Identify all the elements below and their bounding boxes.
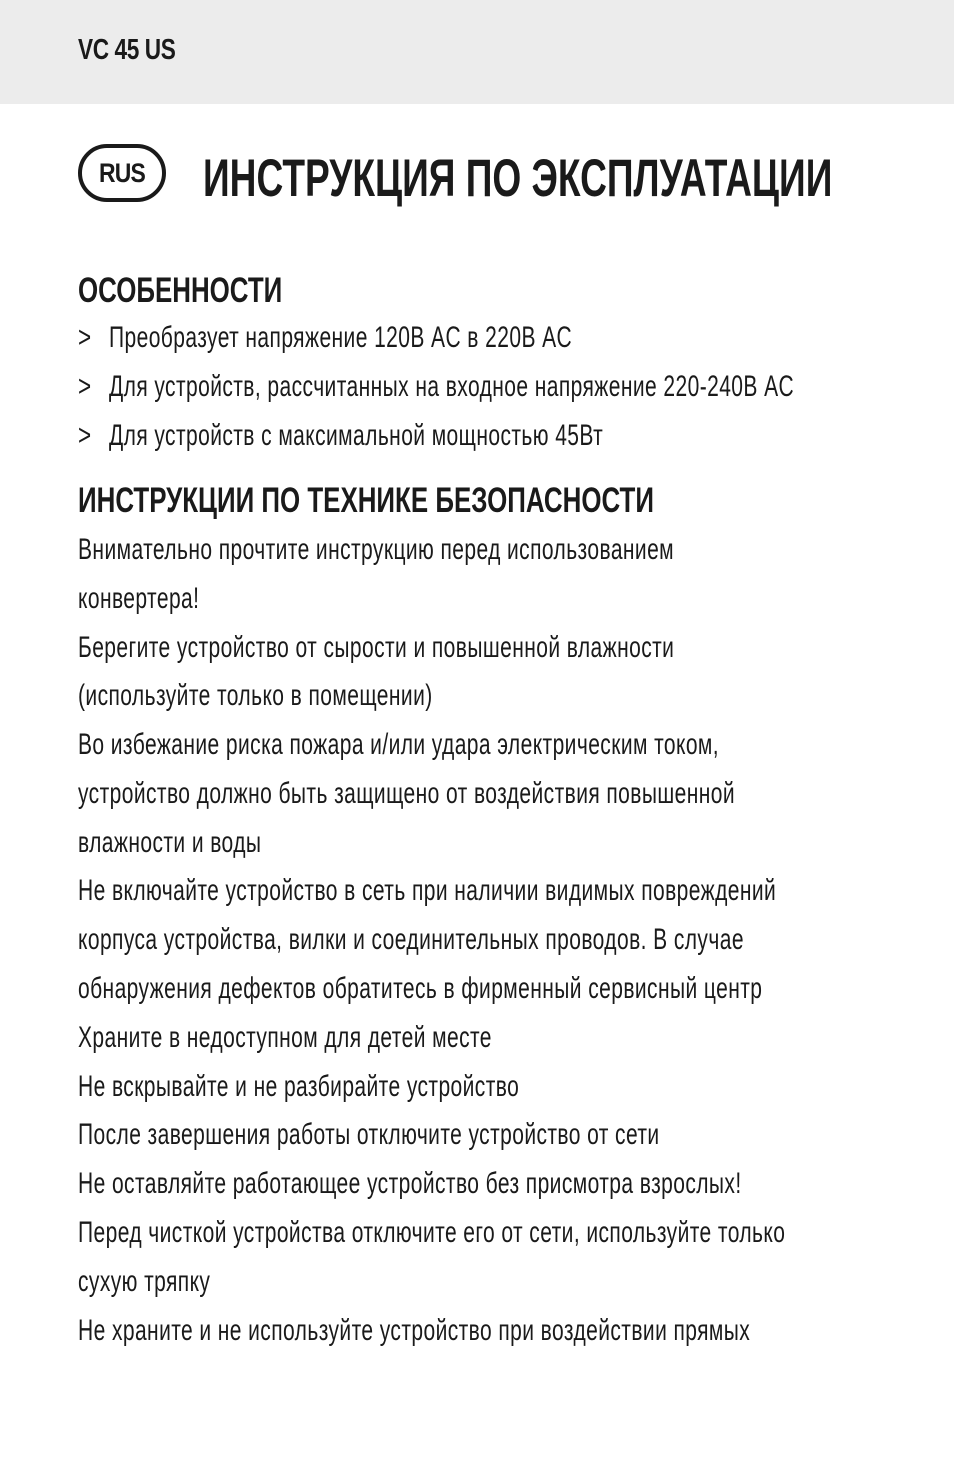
feature-item: Для устройств с максимальной мощностью 45Вт	[109, 419, 604, 452]
language-badge-label: RUS	[99, 157, 145, 188]
features-heading: ОСОБЕННОСТИ	[78, 271, 283, 310]
safety-line: обнаружения дефектов обратитесь в фирменный сервисный центр	[78, 972, 763, 1005]
safety-line: устройство должно быть защищено от воздействия повышенной	[78, 777, 736, 810]
safety-line: Берегите устройство от сырости и повышенной влажности	[78, 631, 675, 664]
safety-line: корпуса устройства, вилки и соединительных проводов. В случае	[78, 923, 744, 956]
safety-line: Не вскрывайте и не разбирайте устройство	[78, 1070, 520, 1103]
safety-line: сухую тряпку	[78, 1265, 211, 1298]
page-header	[0, 0, 954, 104]
safety-line: влажности и воды	[78, 826, 262, 859]
bullet-marker: >	[78, 321, 92, 354]
safety-line: Не включайте устройство в сеть при наличии видимых повреждений	[78, 874, 777, 907]
safety-line: Не храните и не используйте устройство при воздействии прямых	[78, 1314, 751, 1347]
bullet-marker: >	[78, 419, 92, 452]
feature-item: Для устройств, рассчитанных на входное напряжение 220-240В AC	[109, 370, 795, 403]
safety-line: После завершения работы отключите устройство от сети	[78, 1118, 660, 1151]
feature-item: Преобразует напряжение 120В AC в 220В AC	[109, 321, 573, 354]
safety-line: Храните в недоступном для детей месте	[78, 1021, 492, 1054]
safety-line: Внимательно прочтите инструкцию перед использованием	[78, 533, 675, 566]
safety-line: Перед чисткой устройства отключите его от сети, используйте только	[78, 1216, 786, 1249]
model-number: VC 45 US	[78, 34, 176, 66]
bullet-marker: >	[78, 370, 92, 403]
safety-line: конвертера!	[78, 582, 200, 615]
language-badge	[78, 144, 166, 202]
safety-line: Не оставляйте работающее устройство без присмотра взрослых!	[78, 1167, 742, 1200]
safety-heading: ИНСТРУКЦИИ ПО ТЕХНИКЕ БЕЗОПАСНОСТИ	[78, 481, 654, 520]
page-title: ИНСТРУКЦИЯ ПО ЭКСПЛУАТАЦИИ	[203, 149, 833, 208]
safety-line: (используйте только в помещении)	[78, 679, 433, 712]
safety-line: Во избежание риска пожара и/или удара электрическим током,	[78, 728, 720, 761]
